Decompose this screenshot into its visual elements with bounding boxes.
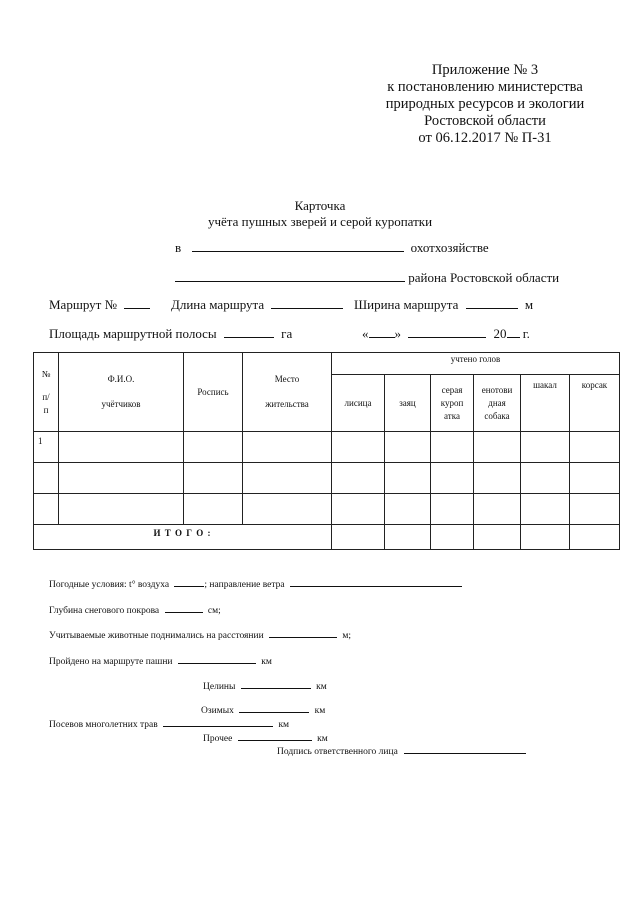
date-open-quote: «: [362, 326, 369, 341]
weather-label: Погодные условия: t° воздуха: [49, 580, 170, 590]
col-signature-label: Роспись: [197, 386, 229, 397]
appendix-date: от 06.12.2017 № П-31: [418, 130, 552, 146]
table-cell[interactable]: [570, 494, 620, 525]
arable-km: км: [261, 657, 272, 667]
date-close-quote: »: [394, 326, 401, 341]
appendix-heading: [370, 62, 600, 147]
table-cell[interactable]: [243, 463, 332, 494]
appendix-region: Ростовской области: [424, 113, 546, 129]
route-width-field[interactable]: [466, 297, 518, 309]
route-length-line: [171, 297, 343, 313]
species-jackal-label: шакал: [533, 380, 557, 390]
table-cell[interactable]: [431, 432, 474, 463]
species-raccoon-l2: дная: [488, 397, 506, 408]
species-partridge-l1: серая: [441, 384, 463, 395]
weather-line: [49, 578, 462, 590]
winter-crops-line: [201, 704, 325, 716]
table-cell[interactable]: [474, 525, 521, 550]
route-width-label: Ширина маршрута: [354, 297, 459, 312]
title-subject: учёта пушных зверей и серой куропатки: [207, 214, 433, 229]
table-cell[interactable]: [570, 432, 620, 463]
col-name-line2: учётчиков: [101, 399, 141, 409]
species-partridge: [431, 375, 474, 432]
col-header-name: [59, 353, 184, 432]
table-cell[interactable]: [243, 432, 332, 463]
table-cell[interactable]: [59, 432, 184, 463]
flush-unit: м;: [342, 631, 352, 641]
virgin-label: Целины: [203, 682, 236, 692]
table-cell[interactable]: [385, 525, 431, 550]
strip-area-unit: га: [281, 326, 293, 341]
table-cell[interactable]: [570, 525, 620, 550]
table-cell[interactable]: [34, 494, 59, 525]
snow-depth-label: Глубина снегового покрова: [49, 606, 160, 616]
snow-unit: см;: [207, 606, 221, 616]
district-field[interactable]: [175, 270, 405, 282]
species-raccoon-l1: енотови: [481, 384, 513, 395]
signature-label: Подпись ответственного лица: [277, 747, 398, 757]
table-cell[interactable]: [332, 432, 385, 463]
flush-distance-field[interactable]: [269, 629, 337, 638]
col-number-line1: №: [41, 368, 51, 379]
year-suffix: г.: [522, 326, 530, 341]
table-cell[interactable]: [59, 463, 184, 494]
table-cell[interactable]: [34, 463, 59, 494]
route-length-field[interactable]: [271, 297, 343, 309]
perennial-field[interactable]: [163, 718, 273, 727]
route-width-unit: м: [524, 297, 534, 312]
winter-crops-label: Озимых: [201, 706, 234, 716]
col-residence-line1: Место: [274, 374, 300, 384]
year-prefix: 20: [493, 326, 507, 341]
virgin-line: [203, 680, 327, 692]
table-cell[interactable]: [521, 432, 570, 463]
table-cell[interactable]: [184, 463, 243, 494]
table-cell[interactable]: [385, 432, 431, 463]
date-line: [362, 326, 530, 342]
strip-area-line: [49, 326, 292, 342]
in-prefix: в: [175, 240, 182, 255]
table-cell[interactable]: [243, 494, 332, 525]
arable-field[interactable]: [178, 655, 256, 664]
virgin-km: км: [316, 682, 327, 692]
arable-label: Пройдено на маршруте пашни: [49, 657, 173, 667]
census-table: [33, 352, 620, 550]
perennial-km: км: [278, 720, 290, 730]
table-row: [34, 463, 620, 494]
col-residence-line2: жительства: [265, 399, 309, 409]
species-raccoon-dog: [474, 375, 521, 432]
appendix-ministry: природных ресурсов и экологии: [385, 96, 585, 112]
species-corsac-label: корсак: [581, 380, 608, 390]
wind-label: ; направление ветра: [204, 580, 285, 590]
perennial-line: [49, 718, 289, 730]
table-cell[interactable]: [332, 494, 385, 525]
table-cell[interactable]: [474, 432, 521, 463]
total-label: И Т О Г О :: [153, 528, 212, 538]
route-width-line: [354, 297, 533, 313]
total-label-cell: [34, 525, 332, 550]
table-cell[interactable]: [474, 494, 521, 525]
table-cell[interactable]: [431, 494, 474, 525]
perennial-label: Посевов многолетних трав: [49, 720, 158, 730]
hunting-ground-suffix: охотхозяйстве: [410, 240, 489, 255]
table-cell[interactable]: [431, 525, 474, 550]
table-cell[interactable]: [521, 463, 570, 494]
species-jackal: [521, 375, 570, 432]
route-length-label: Длина маршрута: [171, 297, 265, 312]
wind-field[interactable]: [290, 578, 462, 587]
table-cell[interactable]: [521, 494, 570, 525]
route-no-field[interactable]: [124, 297, 150, 309]
col-name-line1: Ф.И.О.: [107, 374, 135, 384]
year-field[interactable]: [507, 326, 520, 338]
strip-area-label: Площадь маршрутной полосы: [49, 326, 217, 341]
species-hare: [385, 375, 431, 432]
date-day-field[interactable]: [369, 326, 395, 338]
arable-line: [49, 655, 272, 667]
air-temp-field[interactable]: [174, 578, 204, 587]
table-cell[interactable]: [521, 525, 570, 550]
col-header-counted: [332, 353, 620, 375]
other-km: км: [317, 734, 328, 744]
species-hare-label: заяц: [399, 397, 416, 408]
snow-depth-field[interactable]: [165, 604, 203, 613]
species-corsac: [570, 375, 620, 432]
snow-line: [49, 604, 221, 616]
col-header-signature: [184, 353, 243, 432]
table-row: [34, 432, 620, 463]
table-cell[interactable]: [184, 432, 243, 463]
table-cell[interactable]: [570, 463, 620, 494]
winter-crops-km: км: [314, 706, 326, 716]
col-number-line2: п/: [42, 391, 50, 402]
flush-distance-label: Учитываемые животные поднимались на расстоянии: [49, 631, 264, 641]
table-row: [34, 494, 620, 525]
hunting-ground-line: [175, 240, 489, 256]
signature-field[interactable]: [404, 745, 526, 754]
route-line: [49, 297, 150, 313]
species-fox-label: лисица: [344, 397, 372, 408]
date-month-field[interactable]: [408, 326, 486, 338]
appendix-number: Приложение № 3: [431, 62, 539, 78]
col-number-line3: п: [43, 404, 49, 415]
strip-area-field[interactable]: [224, 326, 274, 338]
winter-crops-field[interactable]: [239, 704, 309, 713]
row-number: [34, 432, 59, 463]
district-suffix: района Ростовской области: [408, 270, 560, 285]
table-cell[interactable]: [332, 463, 385, 494]
row-number-label: 1: [38, 436, 43, 446]
col-header-number: [34, 353, 59, 432]
table-cell[interactable]: [385, 494, 431, 525]
virgin-field[interactable]: [241, 680, 311, 689]
other-line: [203, 732, 328, 744]
other-field[interactable]: [238, 732, 312, 741]
signature-line: [277, 745, 526, 757]
route-no-label: Маршрут №: [49, 297, 118, 312]
hunting-ground-field[interactable]: [192, 240, 404, 252]
table-cell[interactable]: [431, 463, 474, 494]
table-cell[interactable]: [332, 525, 385, 550]
table-cell[interactable]: [474, 463, 521, 494]
table-cell[interactable]: [59, 494, 184, 525]
species-partridge-l2: куроп: [440, 397, 464, 408]
district-line: [175, 270, 559, 286]
appendix-decree: к постановлению министерства: [387, 79, 583, 95]
other-label: Прочее: [203, 734, 233, 744]
counted-heads-label: учтено голов: [450, 354, 501, 364]
table-cell[interactable]: [184, 494, 243, 525]
flush-line: [49, 629, 351, 641]
title-card: Карточка: [294, 198, 346, 213]
species-raccoon-l3: собака: [484, 410, 510, 421]
col-header-residence: [243, 353, 332, 432]
table-cell[interactable]: [385, 463, 431, 494]
species-fox: [332, 375, 385, 432]
total-row: [34, 525, 620, 550]
species-partridge-l3: атка: [444, 410, 460, 421]
document-title: [150, 198, 490, 230]
